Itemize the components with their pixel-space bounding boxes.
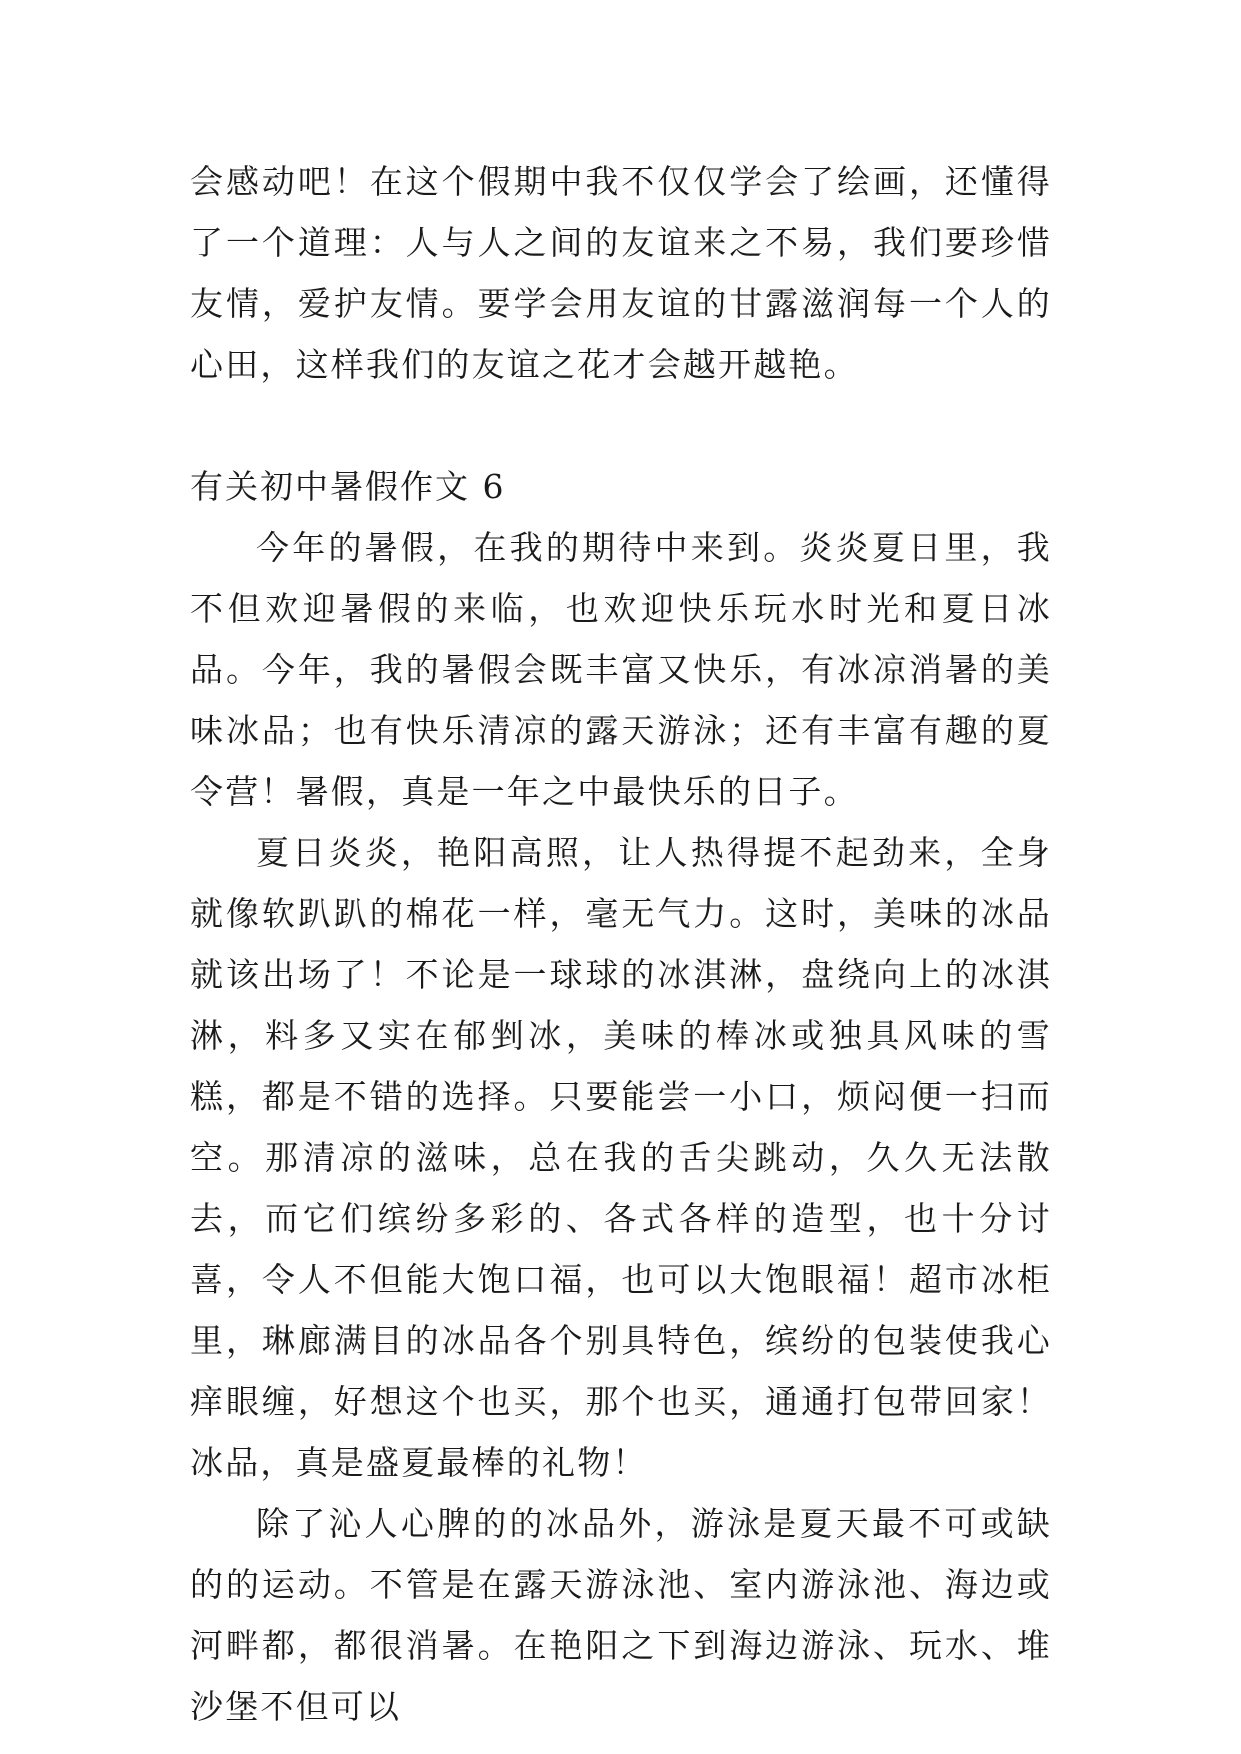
body-paragraph: 夏日炎炎，艳阳高照，让人热得提不起劲来，全身就像软趴趴的棉花一样，毫无气力。这时，美味的冰品就该出场了！不论是一球球的冰淇淋，盘绕向上的冰淇淋，料多又实在郁剉冰，美味的棒冰或独具风味的雪糕，都是不错的选择。只要能尝一小口，烦闷便一扫而空。那清凉的滋味，总在我的舌尖跳动，久久无法散去，而它们缤纷多彩的、各式各样的造型，也十分讨喜，令人不但能大饱口福，也可以大饱眼福！超市冰柜里，琳廊满目的冰品各个别具特色，缤纷的包装使我心痒眼缠，好想这个也买，那个也买，通通打包带回家！冰品，真是盛夏最棒的礼物！ — [190, 833, 1052, 1482]
section-title: 有关初中暑假作文 6 — [190, 467, 506, 506]
paragraph-gap — [190, 395, 1052, 456]
body-paragraph: 今年的暑假，在我的期待中来到。炎炎夏日里，我不但欢迎暑假的来临，也欢迎快乐玩水时光和夏日冰品。今年，我的暑假会既丰富又快乐，有冰凉消暑的美味冰品；也有快乐清凉的露天游泳；还有丰富有趣的夏令营！暑假，真是一年之中最快乐的日子。 — [190, 528, 1052, 811]
document-page — [190, 151, 1052, 1737]
body-paragraph: 除了沁人心脾的的冰品外，游泳是夏天最不可或缺的的运动。不管是在露天游泳池、室内游泳池、海边或河畔都，都很消暑。在艳阳之下到海边游泳、玩水、堆沙堡不但可以 — [190, 1504, 1052, 1726]
intro-paragraph: 会感动吧！在这个假期中我不仅仅学会了绘画，还懂得了一个道理：人与人之间的友谊来之不易，我们要珍惜友情，爱护友情。要学会用友谊的甘露滋润每一个人的心田，这样我们的友谊之花才会越开越艳。 — [190, 162, 1052, 384]
